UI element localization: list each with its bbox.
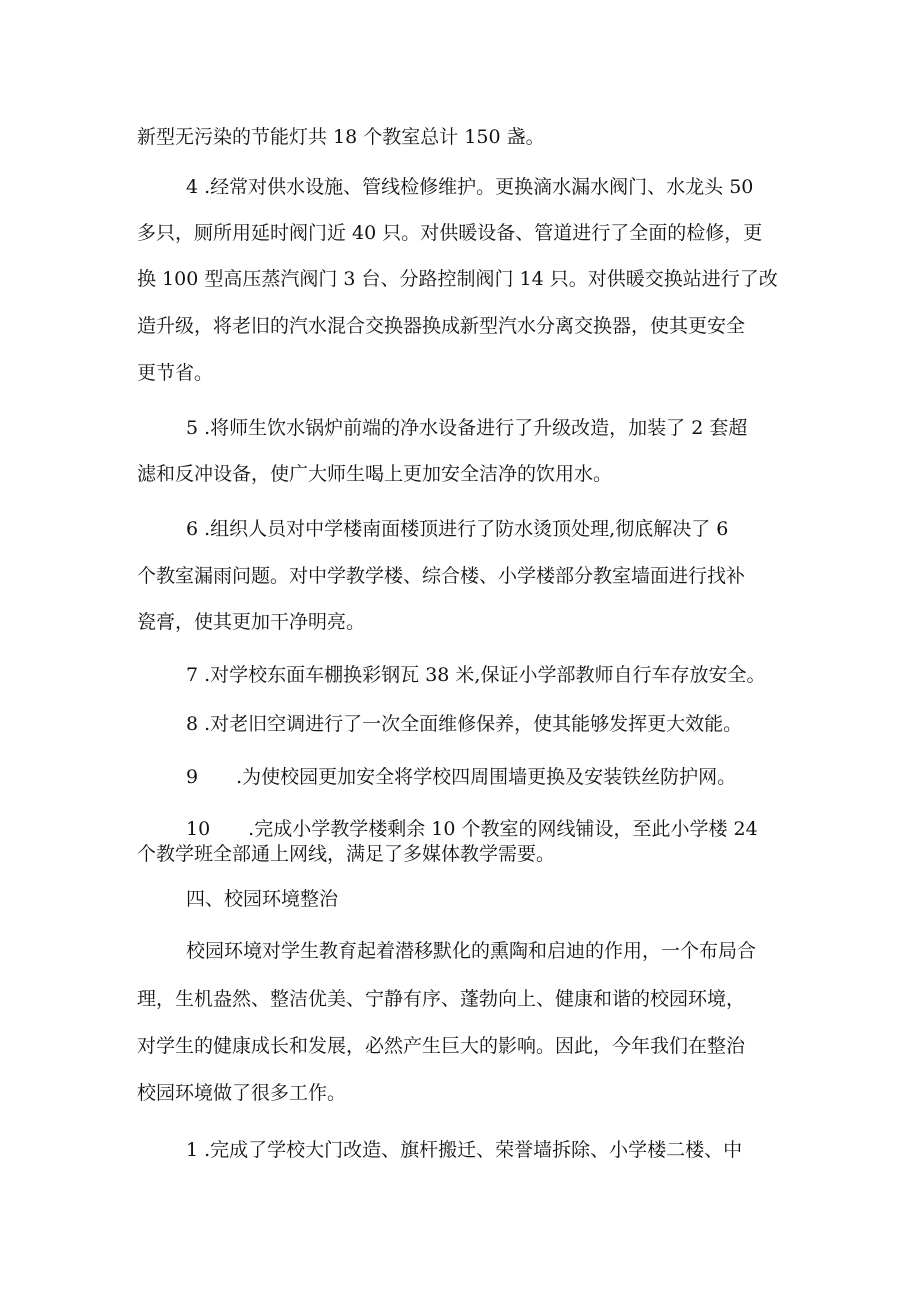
text-line: 个教学班全部通上网线，满足了多媒体教学需要。 (137, 843, 556, 865)
list-item-4: 4 .经常对供水设施、管线检修维护。更换滴水漏水阀门、水龙头 50 (186, 176, 754, 198)
text-line: 换 100 型高压蒸汽阀门 3 台、分路控制阀门 14 只。对供暖交换站进行了改 (137, 268, 778, 290)
text-line: 对学生的健康成长和发展，必然产生巨大的影响。因此，今年我们在整治 (137, 1035, 746, 1057)
list-item-7: 7 .对学校东面车棚换彩钢瓦 38 米,保证小学部教师自行车存放安全。 (186, 664, 766, 686)
text-line: 更节省。 (137, 362, 214, 384)
list-item-9: 9 .为使校园更加安全将学校四周围墙更换及安装铁丝防护网。 (186, 766, 737, 788)
text-line: 多只，厕所用延时阀门近 40 只。对供暖设备、管道进行了全面的检修，更 (137, 222, 763, 244)
list-item-1: 1 .完成了学校大门改造、旗杆搬迁、荣誉墙拆除、小学楼二楼、中 (186, 1139, 743, 1161)
text-line: 造升级，将老旧的汽水混合交换器换成新型汽水分离交换器，使其更安全 (137, 315, 746, 337)
text-line: 新型无污染的节能灯共 18 个教室总计 150 盏。 (137, 126, 545, 148)
list-item-5: 5 .将师生饮水锅炉前端的净水设备进行了升级改造，加装了 2 套超 (186, 417, 748, 439)
list-item-6: 6 .组织人员对中学楼南面楼顶进行了防水烫顶处理,彻底解决了 6 (186, 518, 729, 540)
text-line: 校园环境对学生教育起着潜移默化的熏陶和启迪的作用，一个布局合 (186, 940, 757, 962)
list-item-10: 10 .完成小学教学楼剩余 10 个教室的网线铺设，至此小学楼 24 (186, 818, 758, 840)
text-line: 校园环境做了很多工作。 (137, 1082, 347, 1104)
section-heading: 四、校园环境整治 (186, 888, 339, 910)
text-line: 个教室漏雨问题。对中学教学楼、综合楼、小学楼部分教室墙面进行找补 (137, 565, 746, 587)
text-line: 瓷膏，使其更加干净明亮。 (137, 611, 366, 633)
list-item-8: 8 .对老旧空调进行了一次全面维修保养，使其能够发挥更大效能。 (186, 713, 743, 735)
text-line: 滤和反冲设备，使广大师生喝上更加安全洁净的饮用水。 (137, 463, 613, 485)
text-line: 理，生机盎然、整洁优美、宁静有序、蓬勃向上、健康和谐的校园环境， (137, 988, 746, 1010)
